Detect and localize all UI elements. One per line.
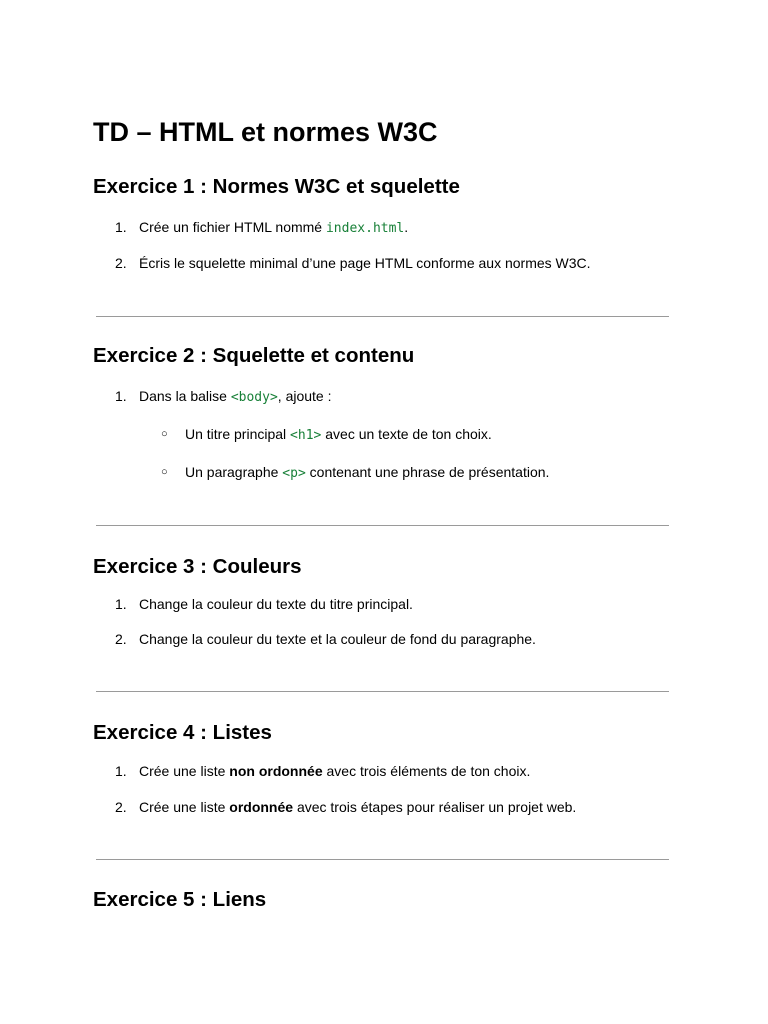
exercise-3-heading: Exercice 3 : Couleurs bbox=[93, 555, 302, 578]
inline-code: <h1> bbox=[290, 428, 322, 443]
list-number: 1. bbox=[115, 219, 127, 235]
exercise-2-heading: Exercice 2 : Squelette et contenu bbox=[93, 344, 415, 367]
section-divider bbox=[96, 859, 669, 860]
inline-code: <body> bbox=[230, 390, 278, 405]
list-item-text bbox=[139, 387, 332, 407]
section-divider bbox=[96, 316, 669, 317]
text-segment: . bbox=[404, 219, 409, 235]
list-item-text bbox=[139, 762, 530, 780]
document-title: TD – HTML et normes W3C bbox=[93, 117, 438, 147]
list-item-text: Change la couleur du texte du titre principal. bbox=[139, 596, 413, 612]
text-segment: Crée une liste bbox=[139, 763, 230, 779]
inline-code: <p> bbox=[282, 466, 306, 481]
text-segment: avec trois éléments de ton choix. bbox=[322, 763, 531, 779]
list-item-text bbox=[139, 798, 576, 816]
hollow-bullet-icon: ○ bbox=[161, 428, 168, 440]
section-divider bbox=[96, 691, 669, 692]
list-item-text bbox=[139, 218, 408, 238]
bold-text: non ordonnée bbox=[229, 763, 323, 779]
text-segment: Crée une liste bbox=[139, 799, 230, 815]
text-segment: contenant une phrase de présentation. bbox=[305, 464, 550, 480]
text-segment: , ajoute : bbox=[277, 388, 332, 404]
exercise-4-heading: Exercice 4 : Listes bbox=[93, 721, 272, 744]
list-number: 1. bbox=[115, 596, 127, 612]
list-number: 2. bbox=[115, 799, 127, 815]
exercise-1-heading: Exercice 1 : Normes W3C et squelette bbox=[93, 175, 460, 198]
list-number: 1. bbox=[115, 388, 127, 404]
text-segment: Un paragraphe bbox=[185, 464, 283, 480]
list-item-text: Change la couleur du texte et la couleur de fond du paragraphe. bbox=[139, 631, 536, 647]
list-item-text bbox=[185, 425, 492, 445]
list-item-text: Écris le squelette minimal d’une page HTML conforme aux normes W3C. bbox=[139, 255, 591, 271]
text-segment: Un titre principal bbox=[185, 426, 291, 442]
hollow-bullet-icon: ○ bbox=[161, 466, 168, 478]
inline-code: index.html bbox=[325, 221, 405, 236]
text-segment: avec trois étapes pour réaliser un projet web. bbox=[293, 799, 577, 815]
exercise-5-heading: Exercice 5 : Liens bbox=[93, 888, 267, 911]
text-segment: Crée un fichier HTML nommé bbox=[139, 219, 326, 235]
bold-text: ordonnée bbox=[229, 799, 294, 815]
list-number: 2. bbox=[115, 631, 127, 647]
section-divider bbox=[96, 525, 669, 526]
list-item-text bbox=[185, 463, 549, 483]
text-segment: avec un texte de ton choix. bbox=[321, 426, 492, 442]
text-segment: Dans la balise bbox=[139, 388, 231, 404]
list-number: 2. bbox=[115, 255, 127, 271]
list-number: 1. bbox=[115, 763, 127, 779]
